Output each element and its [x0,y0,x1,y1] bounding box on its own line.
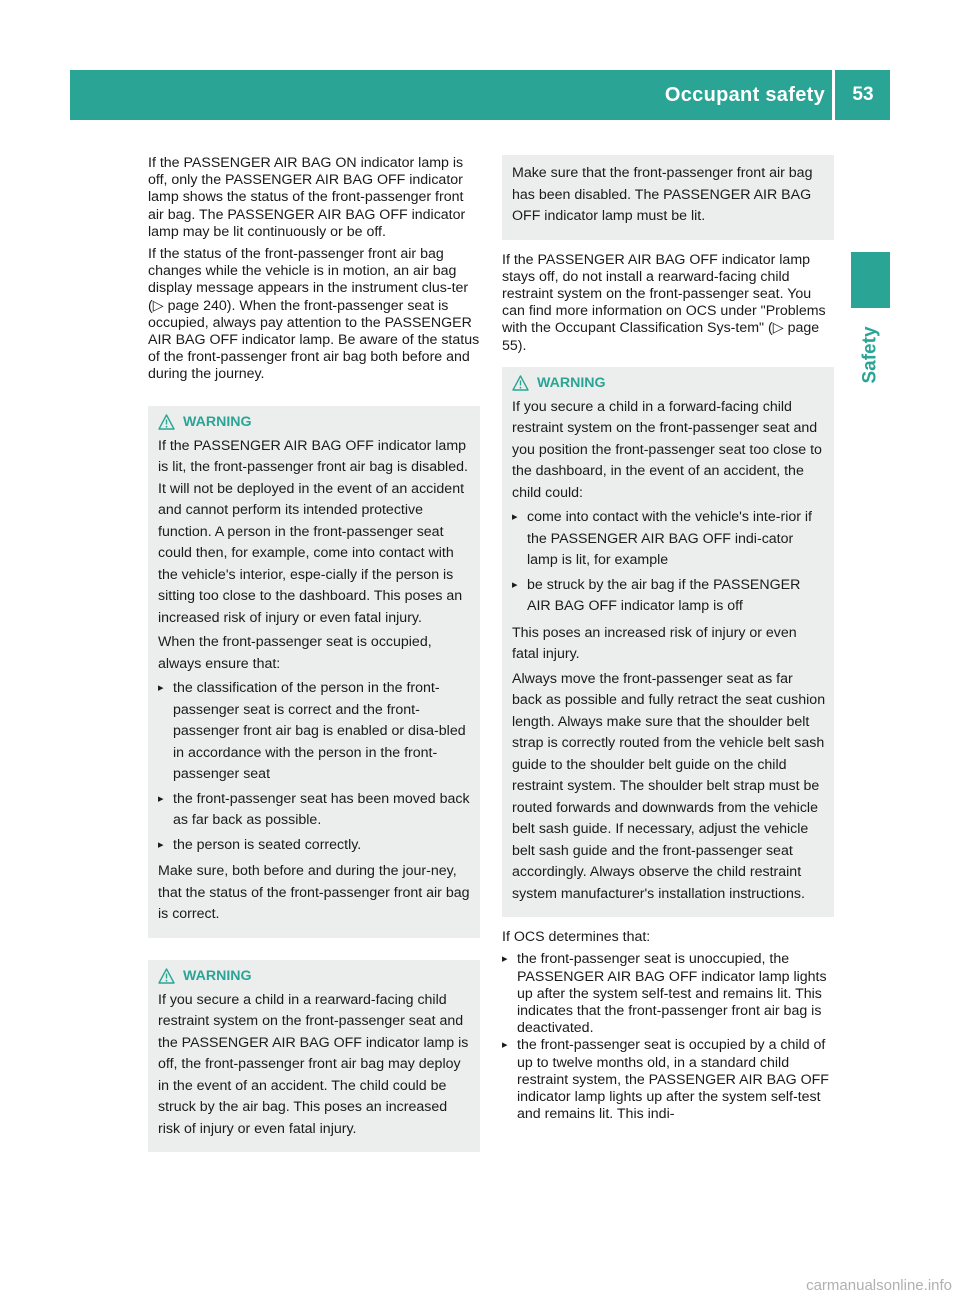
warning-heading: WARNING [158,968,472,984]
warning-text: This poses an increased risk of injury or even fatal injury. [512,624,797,663]
list-item: ▸ the front-passenger seat has been moved back as far back as possible. [158,789,472,832]
header-divider [832,70,835,120]
page-number: 53 [852,84,874,105]
note-text: Make sure that the front-passenger front air bag has been disabled. The PASSENGER AIR BAG OFF indicator lamp must be lit. [512,165,813,224]
left-column [148,155,480,1164]
warning-text: If you secure a child in a forward-facing child restraint system on the front-passenger seat and you position the front-passenger seat too close to the dashboard, in the event of an accident, the child could: [512,398,822,501]
warning-text: Make sure, both before and during the jour-ney, that the status of the front-passenger front air bag is correct. [158,863,470,923]
bullet-list [512,507,826,618]
list-item: ▸ be struck by the air bag if the PASSENGER AIR BAG OFF indicator lamp is off [512,575,826,618]
list-item: ▸ the classification of the person in the front-passenger seat is correct and the front-passenger front air bag is enabled or disa-bled in accordance with the person in the front-passenger seat [158,678,472,786]
warning-triangle-icon [158,968,175,984]
warning-text: If the PASSENGER AIR BAG OFF indicator lamp is lit, the front-passenger front air bag is disabled. It will not be deployed in the event of an accident and cannot perform its intended protective function. A person in the front-passenger seat could then, for example, come into contact with the vehicle's interior, espe-cially if the person is sitting too close to the dashboard. This poses an increased risk of injury or even fatal injury. [158,437,468,626]
chapter-tab-marker [851,252,890,308]
body-paragraph: If the status of the front-passenger front air bag changes while the vehicle is in motion, an air bag display message appears in the instrument clus-ter (▷ page 240). When the front-passenger seat is occupied, always pay attention to the PASSENGER AIR BAG OFF indicator lamp. Be aware of the status of the front-passenger front air bag both before and during the journey. [148,246,480,383]
warning-triangle-icon [158,414,175,430]
list-item: ▸ the front-passenger seat is occupied by a child of up to twelve months old, in a standard child restraint system, the PASSENGER AIR BAG OFF indicator lamp lights up after the system self-test and remains lit. This indi- [502,1037,834,1123]
warning-triangle-icon [512,375,529,391]
warning-text: If you secure a child in a rearward-facing child restraint system on the front-passenger seat and the PASSENGER AIR BAG OFF indicator lamp is off, the front-passenger front air bag may deploy in the event of an accident. The child could be struck by the air bag. This poses an increased risk of injury or even fatal injury. [158,991,469,1137]
note-box [502,155,834,240]
watermark: carmanualsonline.info [806,1277,952,1294]
warning-heading: WARNING [158,414,472,430]
body-paragraph: If the PASSENGER AIR BAG OFF indicator lamp stays off, do not install a rearward-facing child restraint system on the front-passenger seat. You can find more information on OCS under "Problems with the Occupant Classification Sys-tem" (▷ page 55). [502,251,826,354]
body-paragraph: If OCS determines that: [502,929,651,946]
warning-text: When the front-passenger seat is occupied, always ensure that: [158,634,432,672]
warning-heading: WARNING [512,375,826,391]
list-item: ▸ come into contact with the vehicle's inte-rior if the PASSENGER AIR BAG OFF indi-cator lamp is lit, for example [512,507,826,572]
right-column [502,155,834,1128]
bullet-list [158,678,472,856]
bullet-list [502,951,834,1123]
warning-text: Always move the front-passenger seat as far back as possible and fully retract the seat cushion length. Always make sure that the shoulder belt strap is correctly routed from the vehicle belt sash guide to the shoulder belt guide on the child restraint system. The shoulder belt strap must be routed forwards and downwards from the vehicle belt sash guide. If necessary, adjust the vehicle belt sash guide and the front-passenger seat accordingly. Always observe the child restraint system manufacturer's installation instructions. [512,670,826,902]
list-item: ▸ the person is seated correctly. [158,835,472,857]
warning-box [502,367,834,918]
chapter-tab-label: Safety [859,326,881,384]
warning-box [148,406,480,938]
warning-box [148,960,480,1153]
section-title: Occupant safety [664,83,825,106]
list-item: ▸ the front-passenger seat is unoccupied, the PASSENGER AIR BAG OFF indicator lamp lights up after the system self-test and remains lit. This indicates that the front-passenger front air bag is deactivated. [502,951,834,1037]
body-paragraph: If the PASSENGER AIR BAG ON indicator lamp is off, only the PASSENGER AIR BAG OFF indicator lamp shows the status of the front-passenger front air bag. The PASSENGER AIR BAG OFF indicator lamp may be lit continuously or be off. [148,155,466,240]
